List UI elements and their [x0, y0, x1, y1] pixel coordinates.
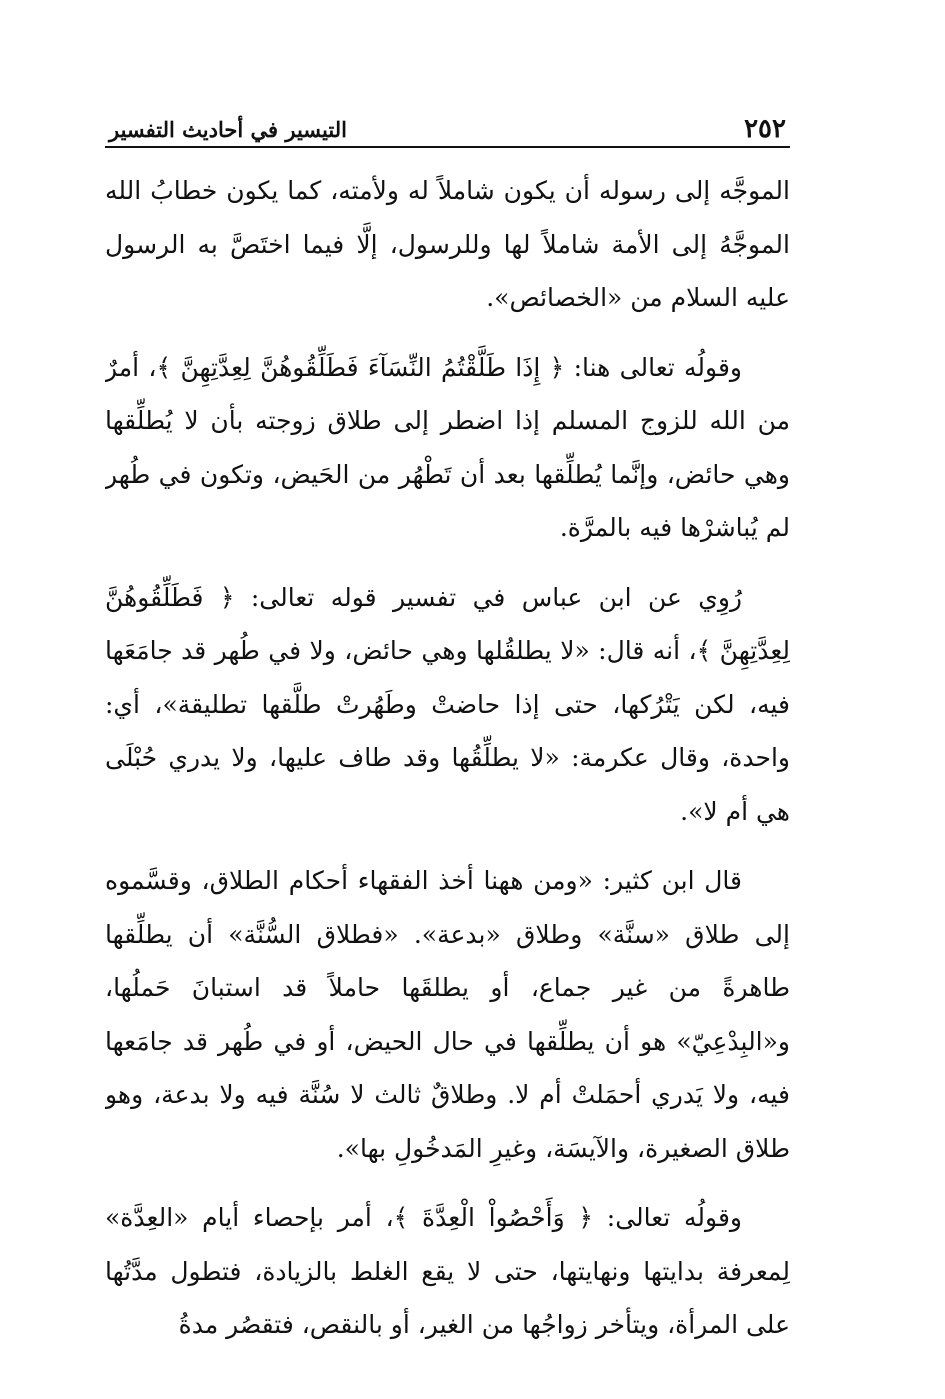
paragraph-3: رُوِي عن ابن عباس في تفسير قوله تعالى: ﴿ فَطَلِّقُوهُنَّ لِعِدَّتِهِنَّ ﴾، أنه قال: «لا يطلقُلها وهي حائض، ولا في طُهر قد جامَعَها فيه، لكن يَتْرُكها، حتى إذا حاضتْ وطَهُرتْ طلَّقها تطليقة»، أي: واحدة، وقال عكرمة: «لا يطلِّقُها وقد طاف عليها، ولا يدري حُبْلَى هي أم لا». — [105, 582, 790, 826]
paragraph-1: الموجَّه إلى رسوله أن يكون شاملاً له ولأمته، كما يكون خطابُ الله الموجَّهُ إلى الأمة شاملاً لها وللرسول، إلَّا فيما اختَصَّ به الرسول عليه السلام من «الخصائص». — [105, 176, 790, 312]
paragraph-4: قال ابن كثير: «ومن ههنا أخذ الفقهاء أحكام الطلاق، وقسَّموه إلى طلاق «سنَّة» وطلاق «بدعة». «فطلاق السُّنَّة» أن يطلِّقها طاهرةً من غير جماع، أو يطلقَها حاملاً قد استبانَ حَملُها، و«البِدْعِيّ» هو أن يطلِّقها في حال الحيض، أو في طُهر قد جامَعها فيه، ولا يَدري أحمَلتْ أم لا. وطلاقٌ ثالث لا سُنَّة فيه ولا بدعة، وهو طلاق الصغيرة، والآيسَة، وغيرِ المَدخُولِ بها». — [105, 866, 790, 1163]
running-header — [105, 112, 790, 146]
body-text — [105, 164, 790, 1352]
paragraph-2: وقولُه تعالى هنا: ﴿ إِذَا طَلَّقْتُمُ النِّسَآءَ فَطَلِّقُوهُنَّ لِعِدَّتِهِنَّ ﴾، أمرٌ من الله للزوج المسلم إذا اضطر إلى طلاق زوجته بأن لا يُطلِّقها وهي حائض، وإنَّما يُطلِّقها بعد أن تَطْهُر من الحَيض، وتكون في طُهر لم يُباشرْها فيه بالمرَّة. — [105, 352, 790, 542]
paragraph-5: وقولُه تعالى: ﴿ وَأَحْصُواْ الْعِدَّةَ ﴾، أمر بإحصاء أيام «العِدَّة» لِمعرفة بدايتها ونهايتها، حتى لا يقع الغلط بالزيادة، فتطول مدَّتُها على المرأة، ويتأخر زواجُها من الغير، أو بالنقص، فتقصُر مدةُ — [105, 1203, 790, 1339]
book-page — [105, 112, 790, 1372]
page-number: ٢٥٢ — [744, 114, 786, 144]
book-title: التيسير في أحاديث التفسير — [109, 117, 347, 142]
header-rule — [105, 146, 790, 148]
